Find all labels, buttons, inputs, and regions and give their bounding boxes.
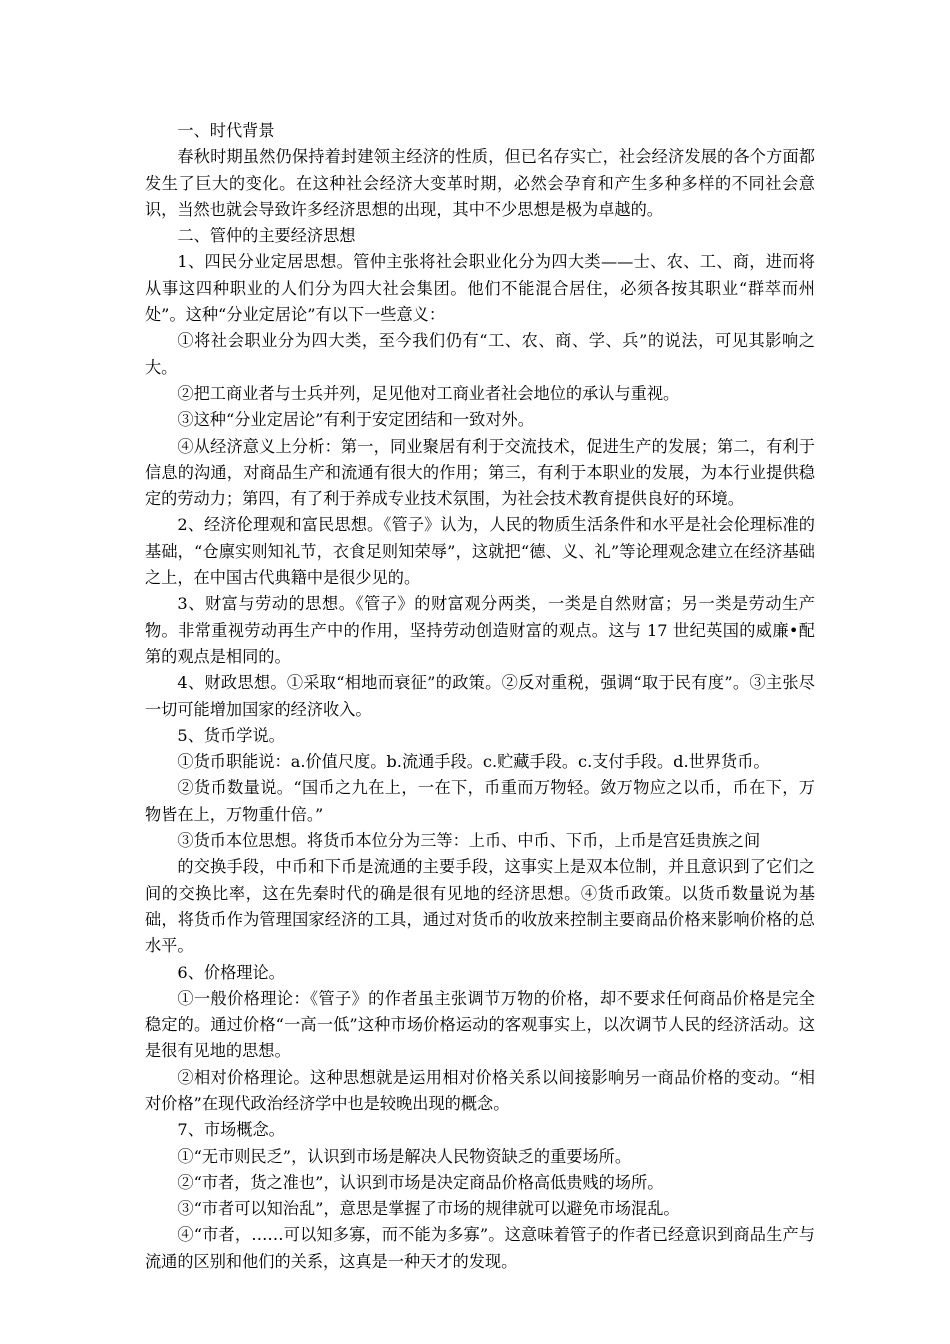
paragraph-market-1: ①“无市则民乏”，认识到市场是解决人民物资缺乏的重要场所。 <box>177 1146 632 1166</box>
paragraph-ethics: 2、经济伦理观和富民思想。《管子》认为，人民的物质生活条件和水平是社会伦理标准的基础，“仓廪实则知礼节，衣食足则知荣辱”，这就把“德、义、礼”等论理观念建立在经济基础之上，在中国古代典籍中是很少见的。 <box>145 515 815 588</box>
paragraph-background: 春秋时期虽然仍保持着封建领主经济的性质，但已名存实亡，社会经济发展的各个方面都发生了巨大的变化。在这种社会经济大变革时期，必然会孕育和产生多种多样的不同社会意识，当然也就会导致许多经济思想的出现，其中不少思想是极为卓越的。 <box>145 147 815 219</box>
section-heading-background: 一、时代背景 <box>177 121 275 140</box>
paragraph-point-3: ③这种“分业定居论”有利于安定团结和一致对外。 <box>177 410 534 430</box>
section-heading-thoughts: 二、管仲的主要经济思想 <box>177 226 356 246</box>
paragraph-currency-functions: ①货币职能说：a.价值尺度。b.流通手段。c.贮藏手段。c.支付手段。d.世界货币。 <box>177 752 770 772</box>
paragraph-currency-heading: 5、货币学说。 <box>177 725 285 745</box>
paragraph-general-price: ①一般价格理论：《管子》的作者虽主张调节万物的价格，却不要求任何商品价格是完全稳定的。通过价格“一高一低”这种市场价格运动的客观事实上，以次调节人民的经济活动。这是很有见地的思想。 <box>145 988 815 1061</box>
paragraph-market-heading: 7、市场概念。 <box>177 1120 285 1140</box>
paragraph-market-2: ②“市者，货之准也”，认识到市场是决定商品价格高低贵贱的场所。 <box>177 1172 664 1192</box>
paragraph-currency-standard: ③货币本位思想。将货币本位分为三等：上币、中币、下币，上币是宫廷贵族之间 <box>177 831 761 851</box>
paragraph-point-4: ④从经济意义上分析：第一，同业聚居有利于交流技术，促进生产的发展；第二，有利于信息的沟通，对商品生产和流通有很大的作用；第三，有利于本职业的发展，为本行业提供稳定的劳动力；第四，有了利于养成专业技术氛围，为社会技术教育提供良好的环境。 <box>145 436 815 509</box>
paragraph-price-heading: 6、价格理论。 <box>177 962 285 982</box>
paragraph-relative-price: ②相对价格理论。这种思想就是运用相对价格关系以间接影响另一商品价格的变动。“相对价格”在现代政治经济学中也是较晚出现的概念。 <box>145 1067 815 1113</box>
paragraph-market-4: ④“市者，……可以知多寡，而不能为多寡”。这意味着管子的作者已经意识到商品生产与流通的区别和他们的关系，这真是一种天才的发现。 <box>145 1225 815 1271</box>
paragraph-wealth-labor: 3、财富与劳动的思想。《管子》的财富观分两类，一类是自然财富；另一类是劳动生产物。非常重视劳动再生产中的作用，坚持劳动创造财富的观点。这与 17 世纪英国的威廉•配第的观点是相同的。 <box>145 594 815 666</box>
paragraph-point-2: ②把工商业者与士兵并列，足见他对工商业者社会地位的承认与重视。 <box>177 383 680 403</box>
paragraph-currency-quantity: ②货币数量说。“国币之九在上，一在下，币重而万物轻。敛万物应之以币，币在下，万物皆在上，万物重什倍。” <box>145 778 815 824</box>
paragraph-market-3: ③“市者可以知治乱”，意思是掌握了市场的规律就可以避免市场混乱。 <box>177 1199 680 1219</box>
document-body <box>145 118 815 1275</box>
paragraph-fiscal: 4、财政思想。①采取“相地而衰征”的政策。②反对重税，强调“取于民有度”。③主张尽一切可能增加国家的经济收入。 <box>145 673 815 719</box>
paragraph-currency-standard-cont: 的交换手段，中币和下币是流通的主要手段，这事实上是双本位制，并且意识到了它们之间的交换比率，这在先秦时代的确是很有见地的经济思想。④货币政策。以货币数量说为基础，将货币作为管理国家经济的工具，通过对货币的收放来控制主要商品价格来影响价格的总水平。 <box>145 857 815 956</box>
paragraph-point-1: ①将社会职业分为四大类，至今我们仍有“工、农、商、学、兵”的说法，可见其影响之大。 <box>145 331 815 377</box>
paragraph-four-occupations: 1、四民分业定居思想。管仲主张将社会职业化分为四大类——士、农、工、商，进而将从事这四种职业的人们分为四大社会集团。他们不能混合居住，必须各按其职业“群萃而州处”。这种“分业定居论”有以下一些意义： <box>145 252 815 325</box>
